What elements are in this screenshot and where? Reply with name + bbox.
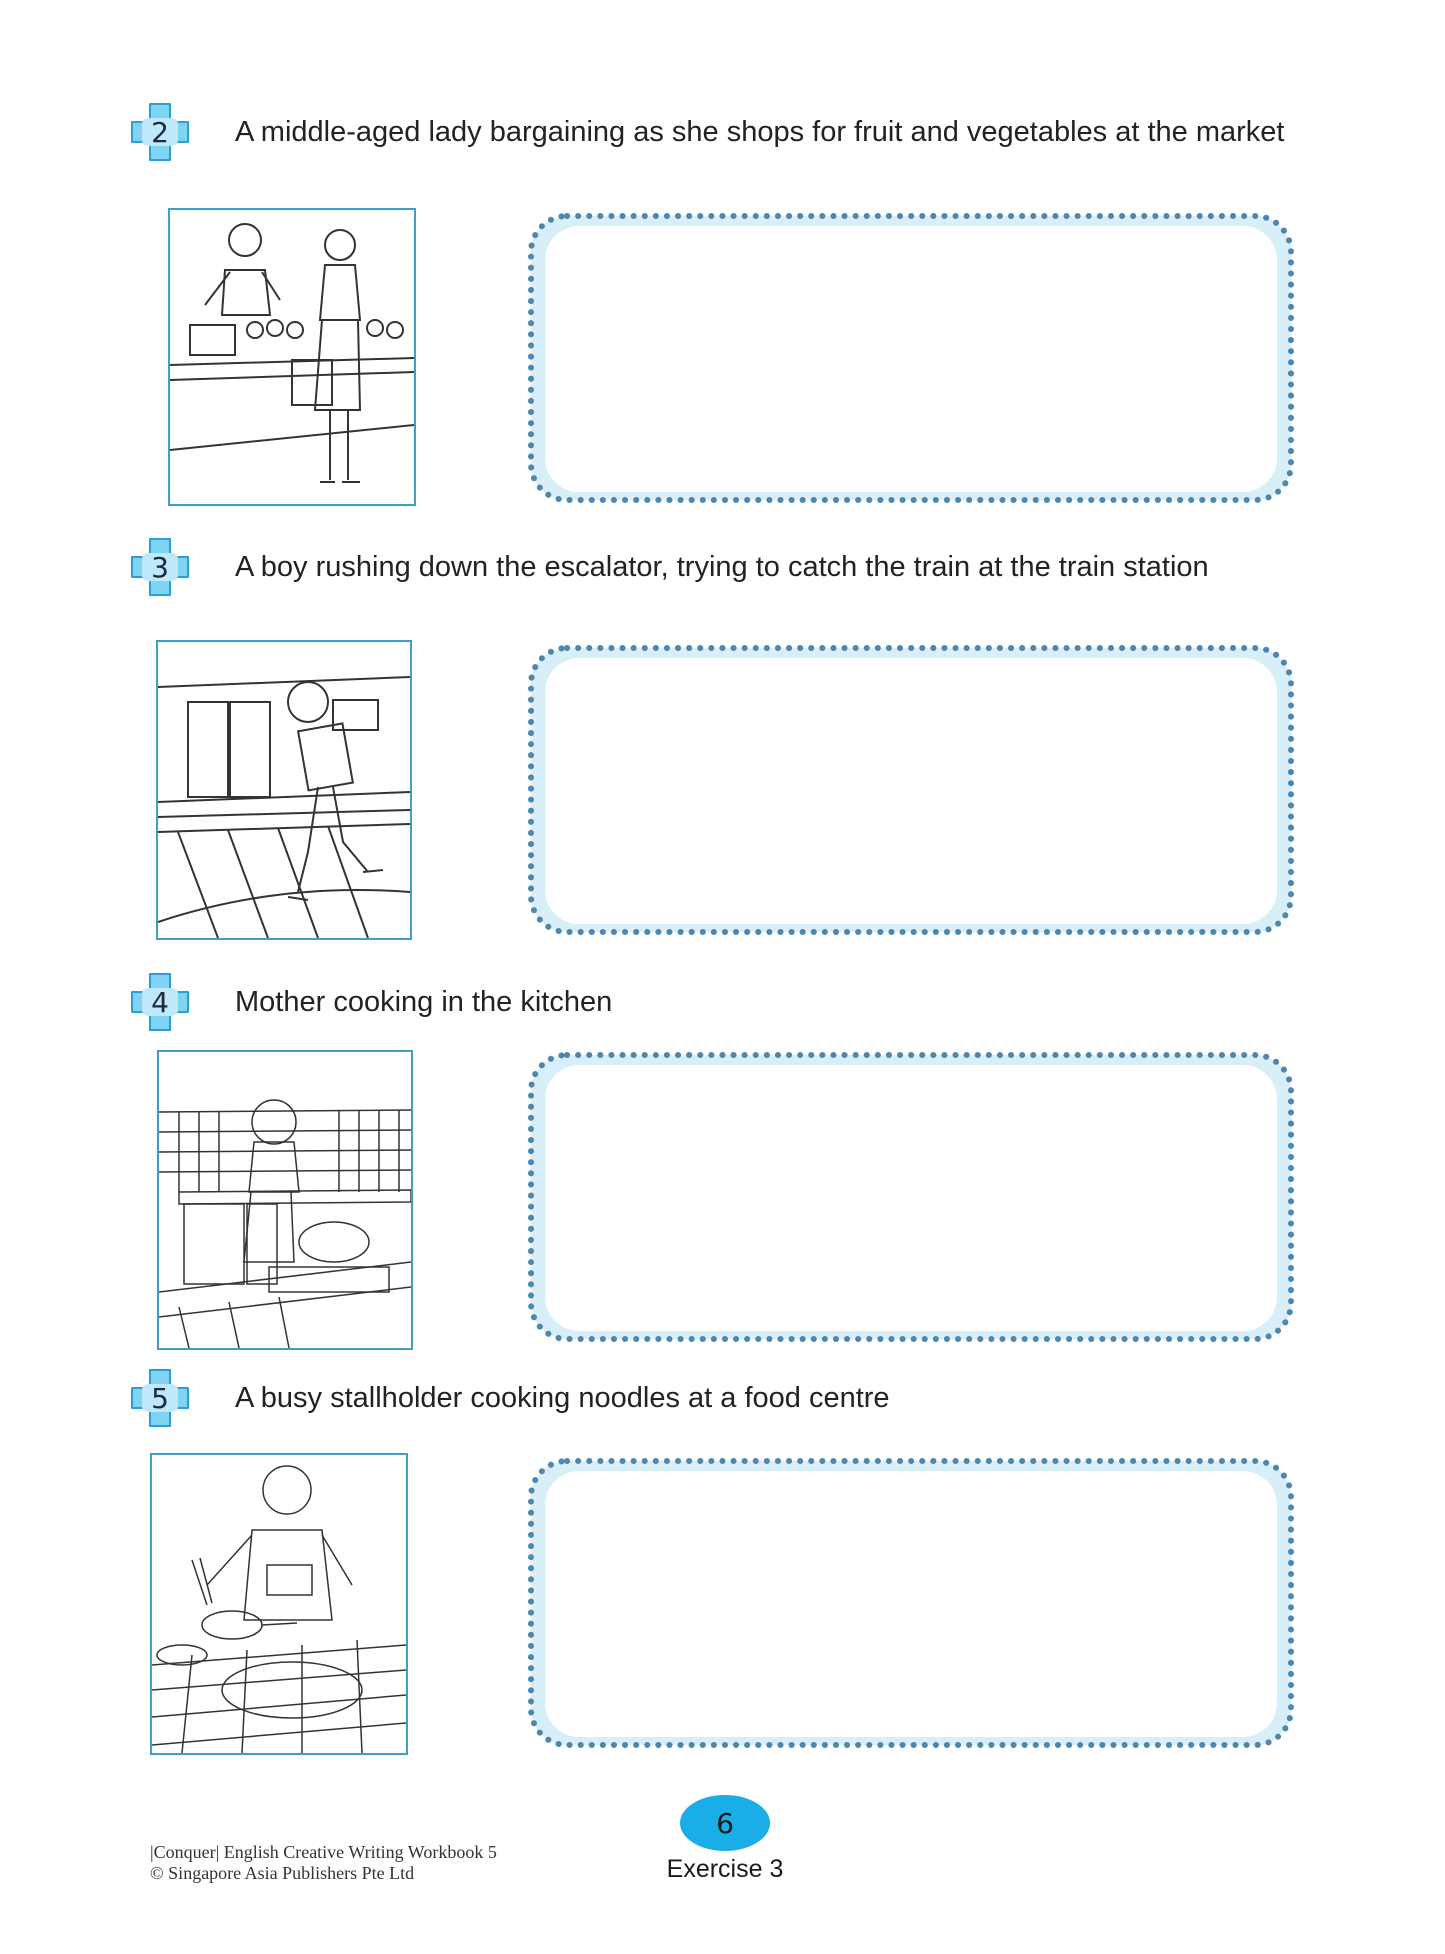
question-prompt: A boy rushing down the escalator, trying to catch the train at the train station (235, 551, 1209, 583)
page-number: 6 (680, 1795, 770, 1851)
copyright-notice: © Singapore Asia Publishers Pte Ltd (150, 1863, 415, 1883)
food-centre-scene-illustration (150, 1453, 408, 1755)
exercise-label: Exercise 3 (666, 1855, 784, 1883)
question-number-badge (128, 1366, 192, 1430)
answer-writing-box[interactable] (523, 1453, 1299, 1753)
question-number-badge (128, 970, 192, 1034)
kitchen-scene-illustration (157, 1050, 413, 1350)
book-title: |Conquer| English Creative Writing Workbook 5 (150, 1842, 497, 1862)
question-prompt: A busy stallholder cooking noodles at a food centre (235, 1382, 890, 1414)
question-number: 5 (151, 1381, 169, 1415)
question-number-badge (128, 535, 192, 599)
question-number-badge (128, 100, 192, 164)
answer-writing-box[interactable] (523, 640, 1299, 940)
question-prompt: A middle-aged lady bargaining as she shops for fruit and vegetables at the market (235, 116, 1285, 148)
market-scene-illustration (168, 208, 416, 506)
question-number: 4 (151, 985, 169, 1019)
answer-writing-box[interactable] (523, 1047, 1299, 1347)
question-number: 2 (151, 115, 169, 149)
train-station-scene-illustration (156, 640, 412, 940)
publisher-footer (150, 1842, 497, 1884)
answer-writing-box[interactable] (523, 208, 1299, 508)
question-number: 3 (151, 550, 169, 584)
question-prompt: Mother cooking in the kitchen (235, 986, 613, 1018)
